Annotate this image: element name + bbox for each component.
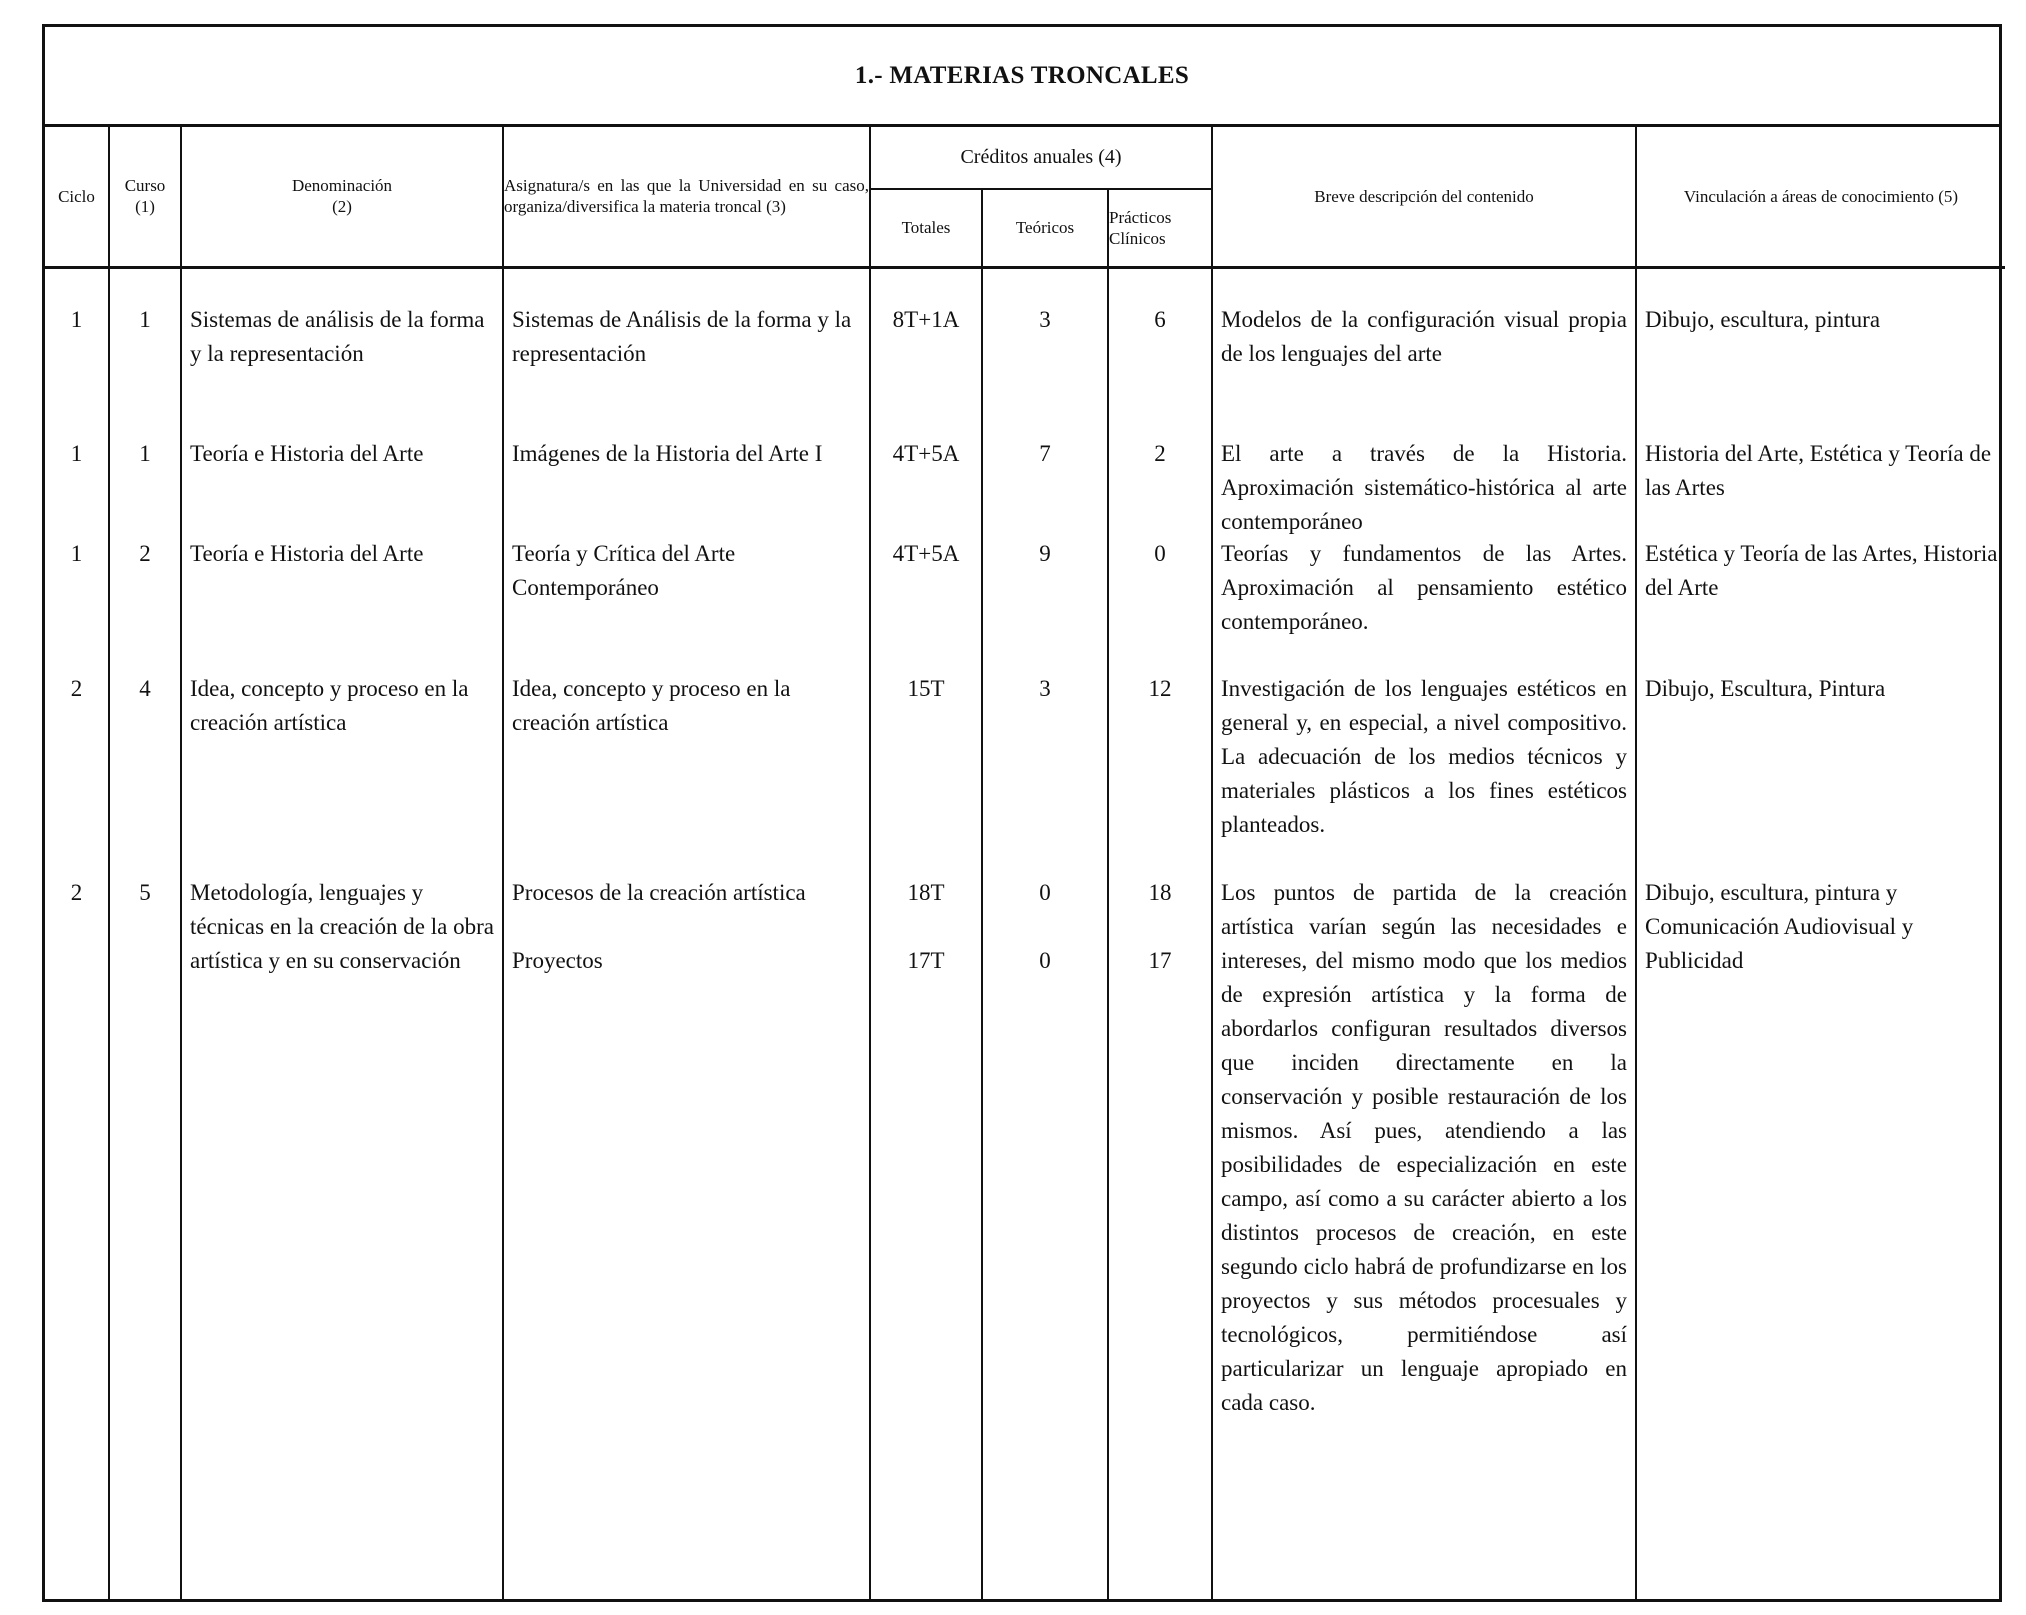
troncales-table-frame: [42, 24, 2002, 1602]
cell-curso: 1: [139, 440, 151, 466]
cell-vinculacion: Dibujo, escultura, pintura y Comunicación Audiovisual y Publicidad: [1645, 879, 1914, 973]
cell-teoricos: 3: [1039, 306, 1051, 332]
cell-ciclo: 1: [70, 540, 83, 566]
cell-totales: 4T+5A: [892, 440, 960, 466]
cell-curso: 1: [139, 306, 151, 332]
col-totales: [870, 267, 982, 1599]
cell-curso: 4: [139, 675, 151, 701]
cell-totales: 17T: [907, 947, 945, 973]
header-practicos: Prácticos Clínicos: [1108, 189, 1212, 267]
col-practicos: [1108, 267, 1212, 1599]
header-curso: [109, 127, 181, 267]
cell-ciclo: 2: [70, 675, 83, 701]
table-body-row: [45, 267, 2005, 1599]
header-denominacion-note: (2): [332, 197, 352, 217]
cell-denominacion: Idea, concepto y proceso en la creación artística: [190, 675, 469, 735]
col-asignatura: [503, 267, 870, 1599]
cell-curso: 2: [139, 540, 151, 566]
materias-table: [45, 127, 2005, 1599]
cell-asignatura: Procesos de la creación artística: [512, 879, 806, 905]
cell-denominacion: Sistemas de análisis de la forma y la representación: [190, 306, 485, 366]
cell-ciclo: 1: [70, 440, 83, 466]
cell-descripcion: Los puntos de partida de la creación artística varían según las necesidades e intereses, del mismo modo que los medios de expresión artística y la forma de abordarlos configuran resultados diversos que inciden directamente en la conservación y posible restauración de los mismos. Así pues, atendiendo a las posibilidades de especialización en este campo, así como a su carácter abierto a los distintos procesos de creación, en este segundo ciclo habrá de profundizarse en los proyectos y sus métodos procesuales y tecnológicos, permitiéndose así particularizar un lenguaje apropiado en cada caso.: [1221, 879, 1627, 1415]
cell-asignatura: Imágenes de la Historia del Arte I: [512, 440, 823, 466]
cell-practicos: 17: [1148, 947, 1172, 973]
col-teoricos: [982, 267, 1108, 1599]
header-curso-label: Curso: [124, 176, 166, 196]
cell-denominacion: Teoría e Historia del Arte: [190, 440, 424, 466]
cell-ciclo: 2: [70, 879, 83, 905]
col-descripcion: [1212, 267, 1636, 1599]
header-asignatura: Asignatura/s en las que la Universidad en su caso, organiza/diversifica la materia troncal (3): [503, 127, 870, 267]
cell-vinculacion: Historia del Arte, Estética y Teoría de las Artes: [1645, 440, 1992, 500]
header-denominacion-label: Denominación: [291, 176, 393, 196]
cell-practicos: 12: [1148, 675, 1172, 701]
cell-teoricos: 3: [1039, 675, 1051, 701]
cell-totales: 4T+5A: [892, 540, 960, 566]
cell-vinculacion: Dibujo, Escultura, Pintura: [1645, 675, 1886, 701]
header-ciclo: Ciclo: [45, 127, 109, 267]
header-teoricos: Teóricos: [982, 189, 1108, 267]
cell-asignatura: Idea, concepto y proceso en la creación artística: [512, 675, 791, 735]
cell-totales: 18T: [907, 879, 945, 905]
cell-practicos: 2: [1154, 440, 1166, 466]
cell-practicos: 0: [1154, 540, 1166, 566]
header-totales: Totales: [870, 189, 982, 267]
cell-asignatura: Proyectos: [512, 947, 603, 973]
cell-totales: 8T+1A: [892, 306, 960, 332]
cell-practicos: 18: [1148, 879, 1172, 905]
header-vinculacion: Vinculación a áreas de conocimiento (5): [1636, 127, 2005, 267]
cell-asignatura: Teoría y Crítica del Arte Contemporáneo: [512, 540, 736, 600]
page-title: 1.- MATERIAS TRONCALES: [45, 27, 1999, 127]
cell-descripcion: El arte a través de la Historia. Aproximación sistemático-histórica al arte contemporáneo: [1221, 440, 1627, 534]
cell-teoricos: 9: [1039, 540, 1051, 566]
header-creditos: Créditos anuales (4): [870, 127, 1212, 189]
cell-descripcion: Modelos de la configuración visual propia de los lenguajes del arte: [1221, 306, 1627, 366]
cell-practicos: 6: [1154, 306, 1166, 332]
col-ciclo: [45, 267, 109, 1599]
col-curso: [109, 267, 181, 1599]
cell-teoricos: 0: [1039, 947, 1051, 973]
cell-descripcion: Teorías y fundamentos de las Artes. Aproximación al pensamiento estético contemporáneo.: [1221, 540, 1627, 634]
cell-ciclo: 1: [70, 306, 83, 332]
cell-vinculacion: Estética y Teoría de las Artes, Historia del Arte: [1645, 540, 1998, 600]
cell-totales: 15T: [907, 675, 945, 701]
header-denominacion: [181, 127, 503, 267]
cell-vinculacion: Dibujo, escultura, pintura: [1645, 306, 1881, 332]
cell-asignatura: Sistemas de Análisis de la forma y la representación: [512, 306, 852, 366]
cell-descripcion: Investigación de los lenguajes estéticos en general y, en especial, a nivel compositivo. La adecuación de los medios técnicos y materiales plásticos a los fines estéticos planteados.: [1221, 675, 1627, 837]
col-denominacion: [181, 267, 503, 1599]
cell-curso: 5: [139, 879, 151, 905]
header-descripcion: Breve descripción del contenido: [1212, 127, 1636, 267]
cell-teoricos: 0: [1039, 879, 1051, 905]
cell-teoricos: 7: [1039, 440, 1051, 466]
col-vinculacion: [1636, 267, 2005, 1599]
cell-denominacion: Metodología, lenguajes y técnicas en la creación de la obra artística y en su conservación: [190, 879, 494, 973]
cell-denominacion: Teoría e Historia del Arte: [190, 540, 424, 566]
header-curso-note: (1): [135, 197, 155, 217]
